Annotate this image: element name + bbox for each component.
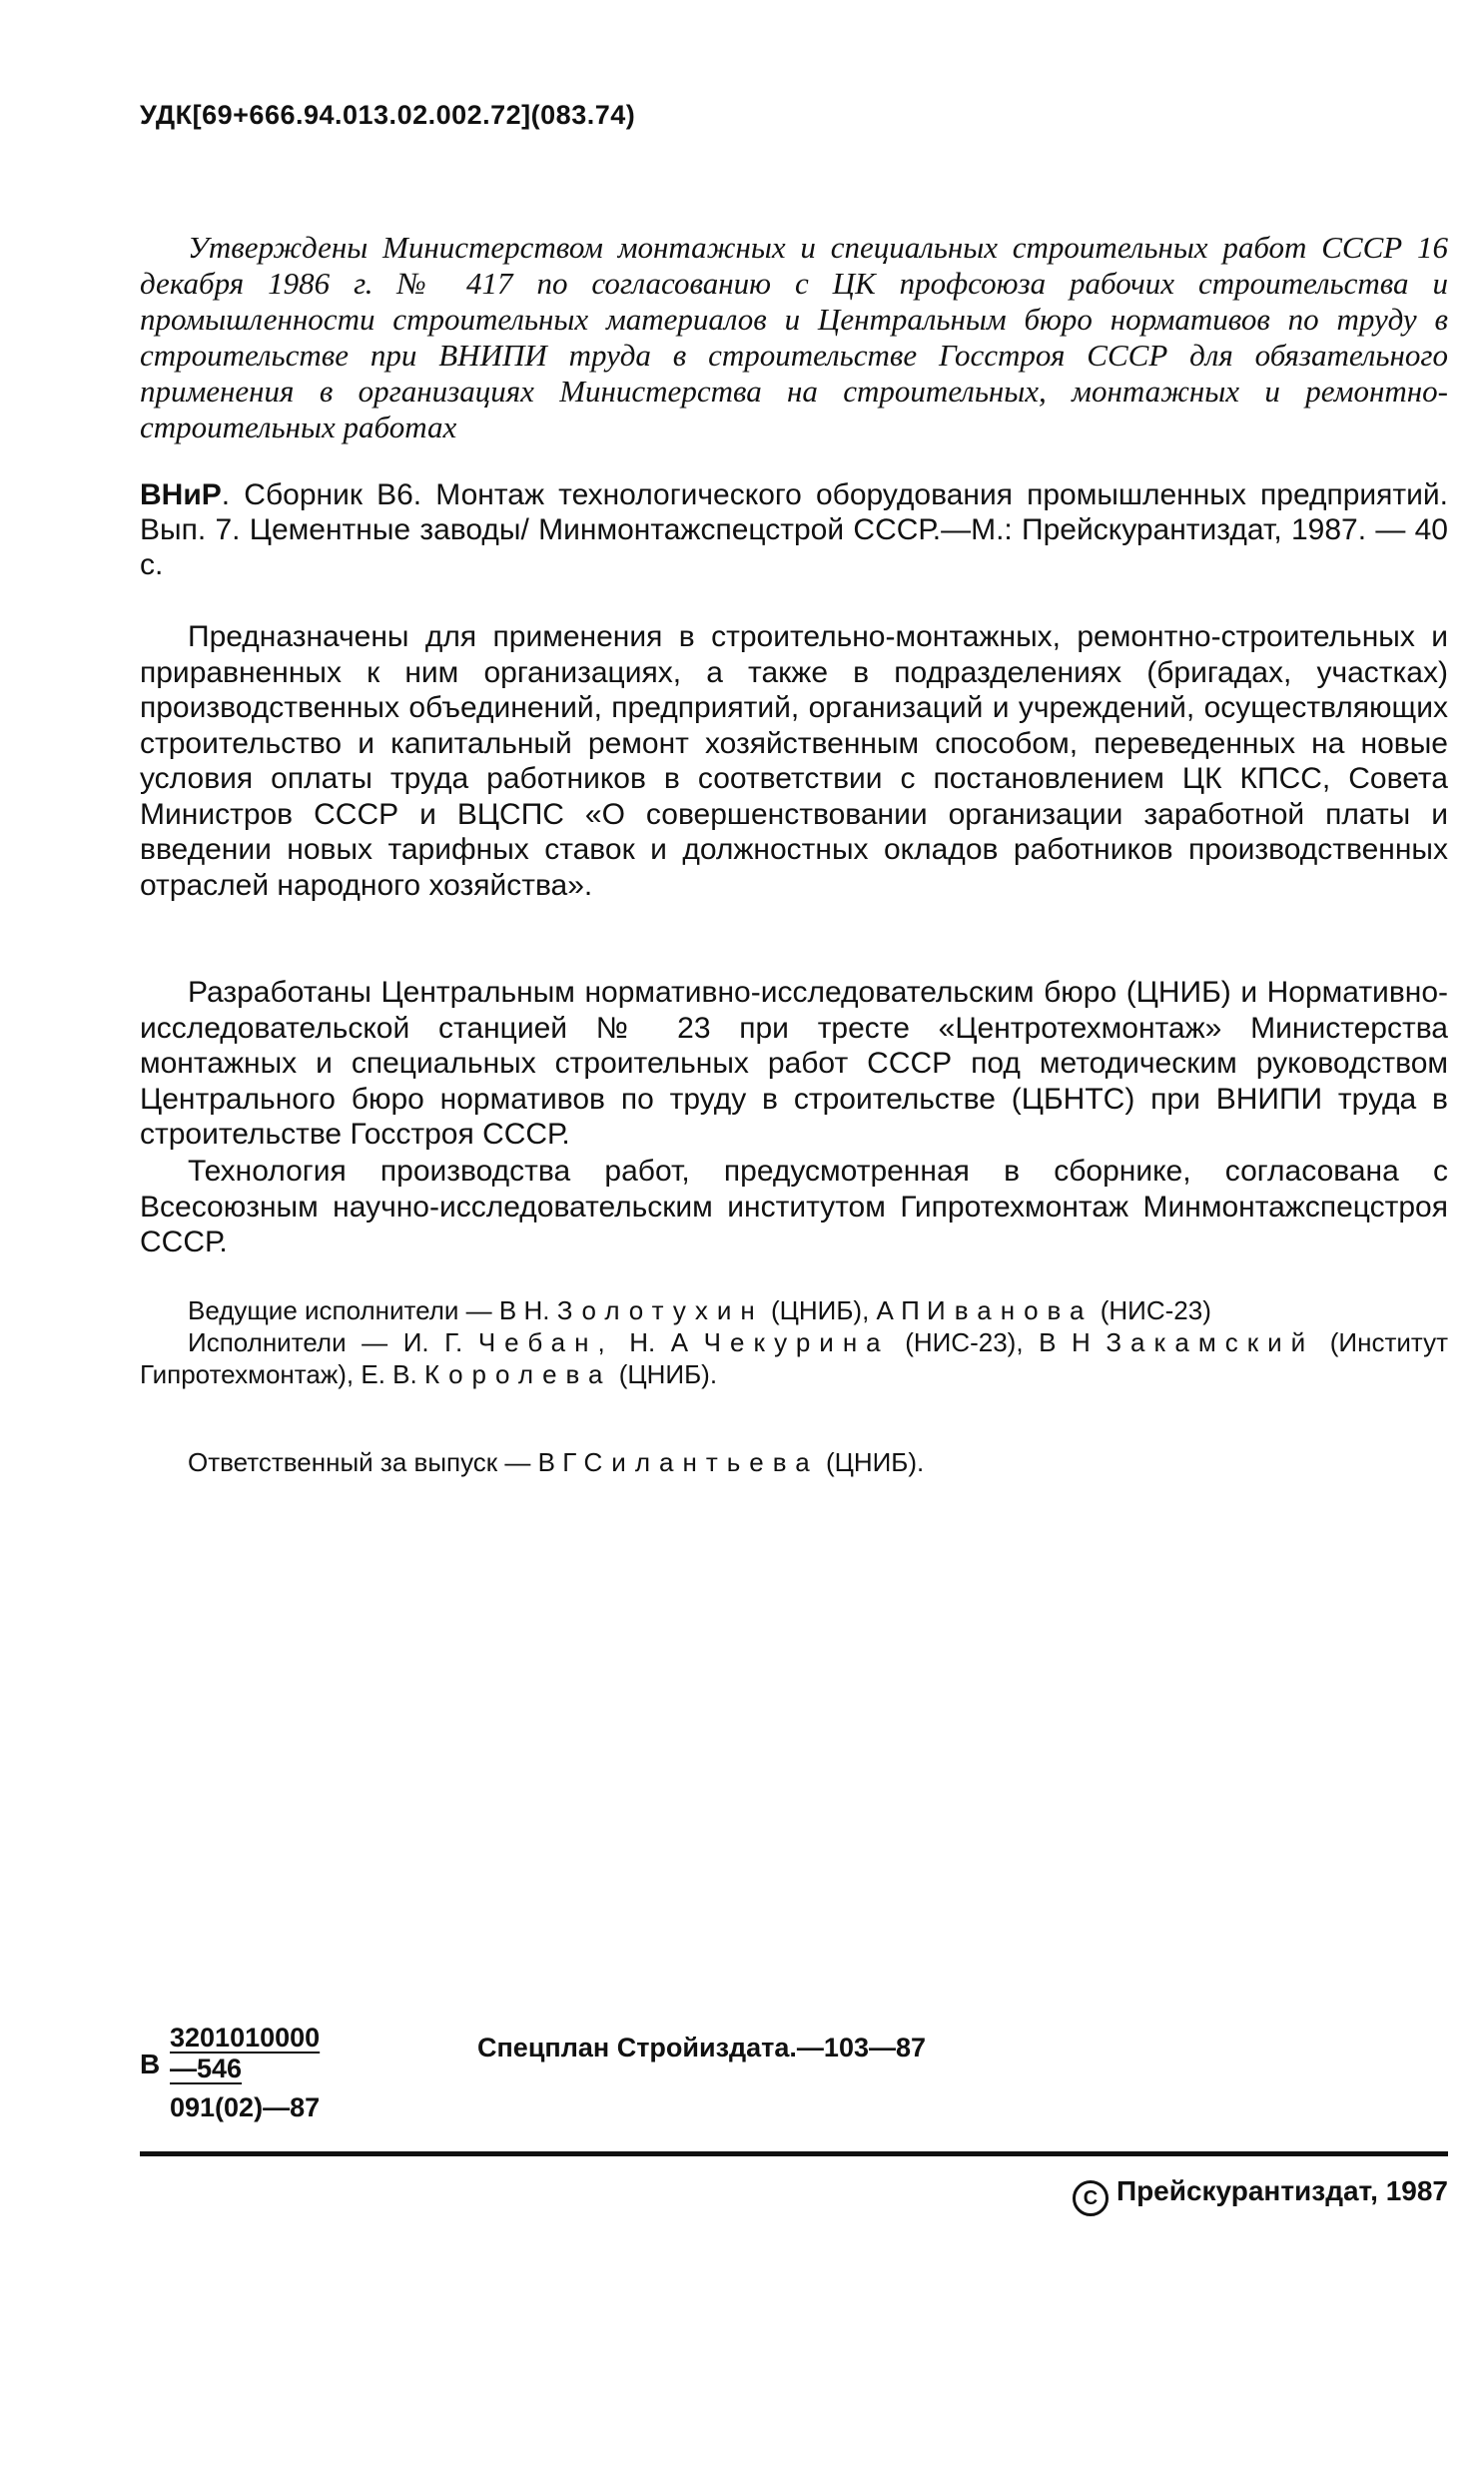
imprint-fraction [170, 2023, 320, 2123]
lead-1-initials: В Н. [498, 1295, 550, 1325]
responsible-label: Ответственный за выпуск — [188, 1447, 531, 1477]
imprint-denominator: 091(02)—87 [170, 2092, 321, 2122]
exec-1-initials: И. Г. [402, 1327, 463, 1357]
credits-block [140, 1294, 1448, 1390]
responsible-editor [188, 1446, 924, 1478]
imprint-numerator: 3201010000—546 [170, 2023, 321, 2083]
responsible-name: Силантьева [583, 1447, 819, 1477]
purpose-paragraph: Предназначены для применения в строительно-монтажных, ремонтно-строительных и приравненных к ним организациях, а также в подразделениях (бригадах, участках) производственных объединений, предприятий, организаций и учреждений, осуществляющих строительство и капитальный ремонт хозяйственным способом, переведенных на новые условия оплаты труда работников в соответствии с постановлением ЦК КПСС, Совета Министров СССР и ВЦСПС «О совершенствовании организации заработной платы и введении новых тарифных ставок и должностных окладов работников производственных отраслей народного хозяйства». [140, 620, 1448, 902]
copyright-text: Прейскурантиздат, 1987 [1115, 2175, 1448, 2206]
exec-3-org: (Институт Гипротехмонтаж), [140, 1327, 1448, 1389]
responsible-initials: В Г [537, 1447, 577, 1477]
biblio-text: . Сборник В6. Монтаж технологического оборудования промышленных предприятий. Вып. 7. Цементные заводы/ Минмонтажспецстрой СССР.—М.: Прейскурантиздат, 1987. — 40 с. [140, 478, 1448, 581]
responsible-org: (ЦНИБ). [825, 1447, 925, 1477]
bibliographic-record [140, 477, 1448, 582]
lead-executors [140, 1294, 1448, 1326]
exec-4-initials: Е. В. [361, 1359, 417, 1389]
lead-2-org: (НИС-23) [1100, 1295, 1211, 1325]
exec-1-name: Чебан, [477, 1327, 614, 1357]
copyright-line [1073, 2175, 1448, 2216]
exec-2-org: (НИС-23), [905, 1327, 1024, 1357]
exec-2-initials: Н. А [629, 1327, 689, 1357]
lead-2-initials: А П [876, 1295, 920, 1325]
exec-label: Исполнители — [188, 1327, 388, 1357]
horizontal-rule [140, 2151, 1448, 2156]
lead-2-name: Иванова [927, 1295, 1094, 1325]
exec-2-name: Чекурина [703, 1327, 890, 1357]
lead-1-org: (ЦНИБ), [771, 1295, 870, 1325]
approval-statement: Утверждены Министерством монтажных и специальных строительных работ СССР 16 декабря 1986 г. № 417 по согласованию с ЦК профсоюза рабочих строительства и промышленности строительных материалов и Центральным бюро нормативов по труду в строительстве при ВНИПИ труда в строительстве Госстроя СССР для обязательного применения в организациях Министерства на строительных, монтажных и ремонтно-строительных работах [140, 230, 1448, 444]
biblio-abbreviation: ВНиР [140, 478, 222, 511]
technology-paragraph: Технология производства работ, предусмотренная в сборнике, согласована с Всесоюзным научно-исследовательским институтом Гипротехмонтаж Минмонтажспецстроя СССР. [140, 1155, 1448, 1258]
udc-code: УДК[69+666.94.013.02.002.72](083.74) [140, 100, 636, 130]
exec-3-initials: В Н [1039, 1327, 1091, 1357]
developers-paragraph: Разработаны Центральным нормативно-исследовательским бюро (ЦНИБ) и Нормативно-исследовательской станцией № 23 при тресте «Центротехмонтаж» Министерства монтажных и специальных строительных работ СССР под методическим руководством Центрального бюро нормативов по труду в строительстве (ЦБНТС) при ВНИПИ труда в строительстве Госстроя СССР. [140, 976, 1448, 1151]
exec-3-name: Закамский [1106, 1327, 1315, 1357]
lead-label: Ведущие исполнители — [188, 1295, 492, 1325]
imprint-plan: Спецплан Стройиздата.—103—87 [477, 2033, 927, 2062]
exec-4-org: (ЦНИБ). [618, 1359, 718, 1389]
lead-1-name: Золотухин [556, 1295, 764, 1325]
imprint-letter: В [140, 2049, 161, 2079]
copyright-icon: C [1073, 2180, 1109, 2216]
executors [140, 1326, 1448, 1390]
exec-4-name: Королева [423, 1359, 612, 1389]
